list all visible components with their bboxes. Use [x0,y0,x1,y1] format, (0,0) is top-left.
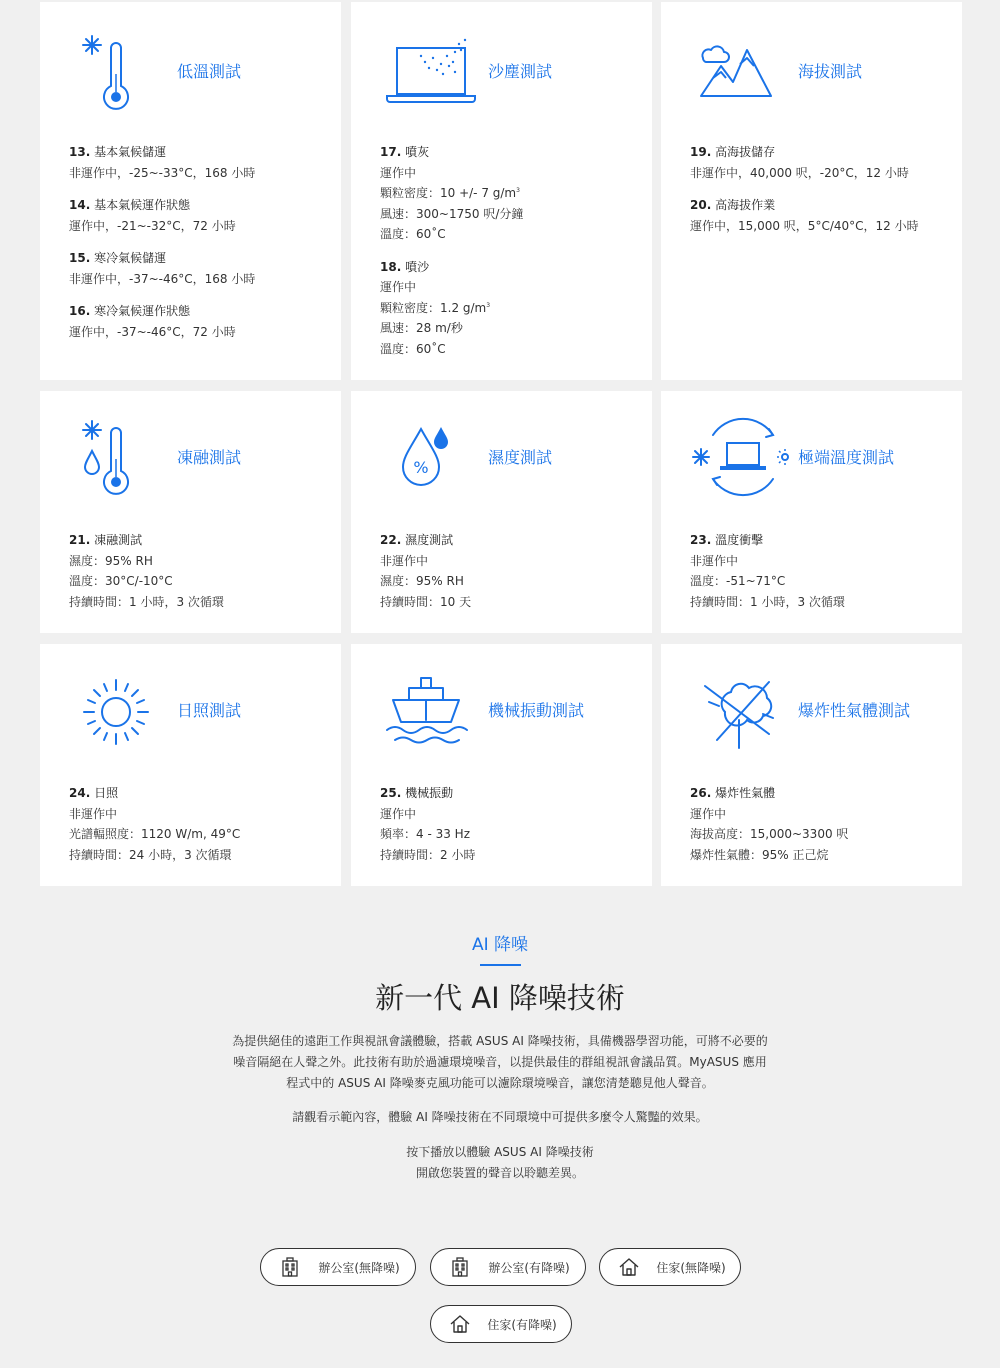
card-title: 極端溫度測試 [798,448,895,467]
card-body [690,142,919,236]
test-card [661,2,962,380]
entry-name: 爆炸性氣體 [715,786,776,800]
entry-line: 運作中，-21~-32°C，72 小時 [69,218,236,233]
home-icon [618,1256,640,1278]
card-title: 濕度測試 [488,448,553,467]
card-title: 海拔測試 [798,62,863,81]
paragraph-line: 程式中的 ASUS AI 降噪麥克風功能可以濾除環境噪音，讓您清楚聽見他人聲音。 [286,1076,714,1090]
entry-name: 寒冷氣候運作狀態 [94,304,191,318]
demo-button-office-off[interactable] [260,1248,416,1286]
entry-number: 26. [690,786,712,800]
entry-line: 持續時間：10 天 [380,594,472,609]
office-building-icon [449,1256,471,1278]
card-body [69,530,224,612]
card-title: 低溫測試 [177,62,242,81]
entry-number: 16. [69,304,91,318]
entry-name: 寒冷氣候儲運 [94,251,167,265]
laptop-temperature-cycle-icon [689,417,789,497]
entry-line: 溫度：60˚C [380,227,446,241]
entry-line: 濕度：95% RH [69,553,153,568]
entry-line: 非運作中 [69,806,118,821]
entry-name: 基本氣候儲運 [94,145,167,159]
entry-line: 非運作中 [690,553,739,568]
card-title: 機械振動測試 [488,701,585,720]
entry-number: 20. [690,198,712,212]
entry-number: 15. [69,251,91,265]
entry-line: 顆粒密度：1.2 g/m [380,300,487,315]
intro-paragraph [195,1031,805,1094]
entry-name: 噴灰 [405,145,430,159]
entry-name: 高海拔儲存 [715,145,776,159]
test-card [351,2,652,380]
svg-text:%: % [413,458,429,477]
card-title: 凍融測試 [177,448,242,467]
test-card [661,644,962,886]
test-card [40,2,341,380]
demo-button-label: 辦公室(無降噪) [318,1260,400,1275]
card-title: 沙塵測試 [488,62,553,81]
paragraph-line: 按下播放以體驗 ASUS AI 降噪技術 [406,1145,594,1159]
entry-line: 光譜輻照度：1120 W/m, 49°C [69,827,241,841]
entry-line: 爆炸性氣體：95% 正己烷 [690,847,829,862]
test-card [351,391,652,633]
demo-button-office-on[interactable] [430,1248,586,1286]
play-instructions [195,1142,805,1184]
title-divider [480,964,521,966]
entry-number: 21. [69,533,91,547]
entry-line: 風速：28 m/秒 [380,321,463,335]
entry-name: 基本氣候運作狀態 [94,198,191,212]
explosion-icon [699,672,799,752]
entry-name: 濕度測試 [405,533,454,547]
entry-number: 17. [380,145,402,159]
card-body [69,783,240,865]
entry-line: 持續時間：2 小時 [380,847,476,862]
entry-line: 顆粒密度：10 +/- 7 g/m [380,186,517,200]
card-body [380,783,475,865]
demo-paragraph: 請觀看示範內容，體驗 AI 降噪技術在不同環境中可提供多麼令人驚豔的效果。 [292,1110,708,1124]
entry-line: 運作中 [380,165,417,180]
entry-line: 溫度：30°C/-10°C [69,574,173,588]
entry-line: 持續時間：24 小時，3 次循環 [69,847,232,862]
entry-number: 25. [380,786,402,800]
entry-line: 溫度：60˚C [380,341,446,356]
entry-line: 非運作中，-37~-46°C，168 小時 [69,271,256,286]
entry-number: 24. [69,786,91,800]
entry-line: 持續時間：1 小時，3 次循環 [69,594,224,609]
demo-button-label: 住家(有降噪) [487,1317,557,1332]
paragraph-line: 噪音隔絕在人聲之外。此技術有助於過濾環境噪音，以提供最佳的群組視訊會議品質。MyASUS 應用 [233,1055,767,1069]
entry-line: 頻率：4 - 33 Hz [380,827,471,841]
demo-button-label: 辦公室(有降噪) [488,1260,570,1275]
entry-line: 運作中，-37~-46°C，72 小時 [69,324,236,339]
entry-line: 非運作中 [380,553,429,568]
entry-number: 22. [380,533,402,547]
test-card [661,391,962,633]
entry-number: 14. [69,198,91,212]
section-title: 新一代 AI 降噪技術 [375,981,625,1015]
entry-line: 運作中 [380,806,417,821]
entry-name: 機械振動 [405,786,454,800]
entry-number: 13. [69,145,91,159]
card-body [380,530,471,612]
test-card [351,644,652,886]
mountain-icon [699,38,799,118]
humidity-drop-icon [397,421,497,501]
ship-icon [385,674,485,754]
entry-name: 日照 [94,786,119,800]
entry-line: 溫度：-51~71°C [690,574,786,588]
test-card [40,391,341,633]
thermometer-drop-icon [78,419,178,499]
entry-line: 運作中 [380,280,417,294]
paragraph-line: 開啟您裝置的聲音以聆聽差異。 [415,1166,584,1180]
entry-line: 風速：300~1750 呎/分鐘 [380,206,524,221]
entry-number: 19. [690,145,712,159]
demo-button-home-off[interactable] [599,1248,741,1286]
entry-line: 非運作中，-25~-33°C，168 小時 [69,165,256,180]
card-body [690,783,848,865]
entry-line: 濕度：95% RH [380,574,464,588]
test-card [40,644,341,886]
card-body [69,142,255,342]
demo-button-label: 住家(無降噪) [656,1260,726,1275]
entry-line: 非運作中，40,000 呎，-20°C，12 小時 [690,165,909,180]
section-tag: AI 降噪 [471,935,529,955]
card-body [690,530,845,612]
entry-name: 凍融測試 [94,533,143,547]
entry-line: 海拔高度：15,000~3300 呎 [690,827,849,841]
office-building-icon [279,1256,301,1278]
laptop-dust-icon [385,38,485,118]
card-body: 17. 噴灰 運作中 顆粒密度：10 +/- 7 $g/m^3$ 風速：300~1750 呎/分鐘 溫度：60˚C 18. 噴沙 運作中 顆粒密度：1.2 $g/m^3$ 風速：28 m/秒 溫度：60˚C [380,142,523,359]
entry-number: 23. [690,533,712,547]
sun-icon [80,674,180,754]
paragraph-line: 為提供絕佳的遠距工作與視訊會議體驗，搭載 ASUS AI 降噪技術，具備機器學習功能，可將不必要的 [232,1034,768,1048]
card-title: 日照測試 [177,701,242,720]
demo-button-home-on[interactable] [430,1305,572,1343]
entry-line: 運作中 [690,806,727,821]
home-icon [449,1313,471,1335]
entry-name: 溫度衝擊 [715,533,764,547]
entry-name: 高海拔作業 [715,198,776,212]
entry-line: 持續時間：1 小時，3 次循環 [690,594,845,609]
entry-number: 18. [380,259,402,274]
thermometer-snow-icon [78,34,178,114]
entry-line: 運作中，15,000 呎，5°C/40°C，12 小時 [690,218,919,233]
entry-name: 噴沙 [405,259,430,274]
card-title: 爆炸性氣體測試 [798,701,911,720]
